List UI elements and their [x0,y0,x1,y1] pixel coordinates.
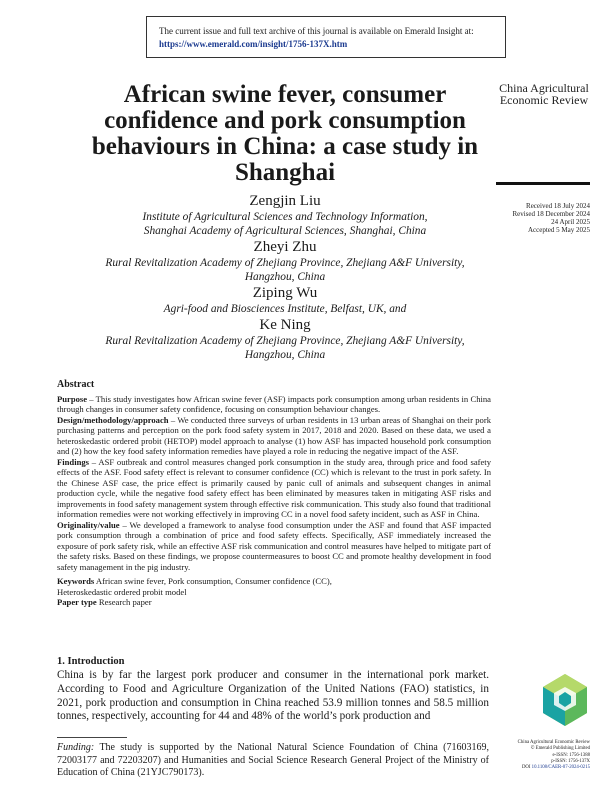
paper-type-label: Paper type [57,597,97,607]
purpose-label: Purpose [57,393,88,404]
purpose-text: – This study investigates how African swine fever (ASF) impacts pork consumption among urban residents in China through changes in consumer safety confidence, focusing on consumption behaviour changes. [57,393,491,414]
pubinfo-publisher: © Emerald Publishing Limited [530,746,590,752]
originality-text: – We developed a framework to analyse food consumption under the ASF and found that ASF impacted pork consumption through a combination of price and food safety effects. Specifically, ASF immediately increased the exposure of pork safety risk, while an effective ASF risk communication and control measures have helped to mitigate part of the safety risks. Based on these findings, we propose countermeasures to boost CC and promote healthy development in food safety management in the pig industry. [57,519,491,572]
author-name: Ke Ning [259,317,311,333]
abstract-heading: Abstract [57,379,95,390]
funding-text: The study is supported by the National Natural Science Foundation of China (71603169, 72003177 and 72203207) and Humanities and Social Science Research General Project of the Ministry of Education of China (21YJC790173). [57,742,489,778]
author-affiliation: Shanghai Academy of Agricultural Sciences, Shanghai, China [143,225,427,237]
journal-divider [496,182,590,185]
abstract-design [57,415,491,457]
section-heading: 1. Introduction [57,656,125,667]
keywords-label: Keywords [57,576,95,586]
accepted-date: Accepted 5 May 2025 [527,226,590,234]
doi-label: DOI [521,765,531,771]
author-affiliation: Hangzhou, China [244,349,326,361]
findings-label: Findings [57,456,90,467]
author-block [40,192,530,362]
author-affiliation: Hangzhou, China [244,271,326,283]
author-affiliation: Institute of Agricultural Sciences and Technology Information, [142,211,428,223]
journal-url-link[interactable]: https://www.emerald.com/insight/1756-137X.htm [159,39,348,49]
abstract-purpose [57,394,491,415]
publisher-logo-icon [540,672,590,728]
author-name: Ziping Wu [252,285,318,301]
author-affiliation: Rural Revitalization Academy of Zhejiang Province, Zhejiang A&F University, [105,257,465,269]
revised-date-2: 24 April 2025 [551,218,590,226]
doi-link[interactable]: 10.1108/CAER-07-2024-0215 [531,765,590,771]
abstract-originality [57,520,491,573]
pubinfo-journal: China Agricultural Economic Review [517,740,590,745]
design-text: – We conducted three surveys of urban residents in 13 urban areas of Shanghai on their pork purchasing patterns and perception on the pork food safety system in 2017, 2018 and 2020. Based on these data, we used a heteroskedastic ordered probit (HETOP) model approach to analyse (1) how ASF has impacted household pork consumption and (2) how the key food safety information remedies have played a role in reducing the negative impact of the ASF. [57,414,491,456]
funding-footnote [57,742,489,780]
author-affiliation: Agri-food and Biosciences Institute, Belfast, UK, and [163,303,407,315]
introduction-paragraph: China is by far the largest pork producer and consumer in the international pork market. According to Food and Agriculture Organization of the United Nations (FAO) statistics, in 2021, pork production and consumption in China reached 53.9 million tonnes and 58.5 million tonnes, respectively, accounting for 44 and 48% of the world’s pork production and [57,669,489,723]
keywords-text: African swine fever, Pork consumption, Consumer confidence (CC), [94,576,332,586]
pubinfo-doi [495,765,590,771]
keywords [57,576,491,587]
originality-label: Originality/value [57,519,120,530]
author-name: Zheyi Zhu [253,239,317,255]
article-title: African swine fever, consumer confidence and pork consumption behaviours in China: a case study in Shanghai [91,81,479,186]
author-affiliation: Rural Revitalization Academy of Zhejiang Province, Zhejiang A&F University, [105,335,465,347]
design-label: Design/methodology/approach [57,414,169,425]
funding-label: Funding: [57,742,95,753]
received-date: Received 18 July 2024 [526,202,590,210]
footnote-divider [57,737,127,738]
revised-date: Revised 18 December 2024 [512,210,590,218]
notice-text: The current issue and full text archive of this journal is available on Emerald Insight at: [159,26,474,36]
paper-type-text: Research paper [96,597,152,607]
journal-name: China Agricultural Economic Review [499,81,589,107]
author-name: Zengjin Liu [249,193,321,209]
pubinfo-eissn: e-ISSN: 1756-1388 [552,752,590,758]
abstract-section [57,380,491,608]
keywords-continued: Heteroskedastic ordered probit model [57,586,187,597]
findings-text: – ASF outbreak and control measures changed pork consumption in the study area, through price and food safety effects of the ASF. Food safety effect is relevant to consumer confidence (CC) which is relevant to the trust in pork safety. In the Chinese ASF case, the price effect is primarily caused by panic cull of animals and subsequent changes in animal production cycle, while the negative food safety effect has been eliminated by measures taken in mitigating ASF risks and improvements in food safety management system through effective risk communication. This study also found that traditional information remedies were not working effectively in improving CC in a novel food safety incident, such as ASF in China. [57,456,491,519]
journal-availability-notice [146,16,506,58]
pubinfo-pissn: p-ISSN: 1756-137X [551,758,590,764]
abstract-findings [57,457,491,520]
publication-info [495,740,590,771]
paper-type [57,597,491,608]
